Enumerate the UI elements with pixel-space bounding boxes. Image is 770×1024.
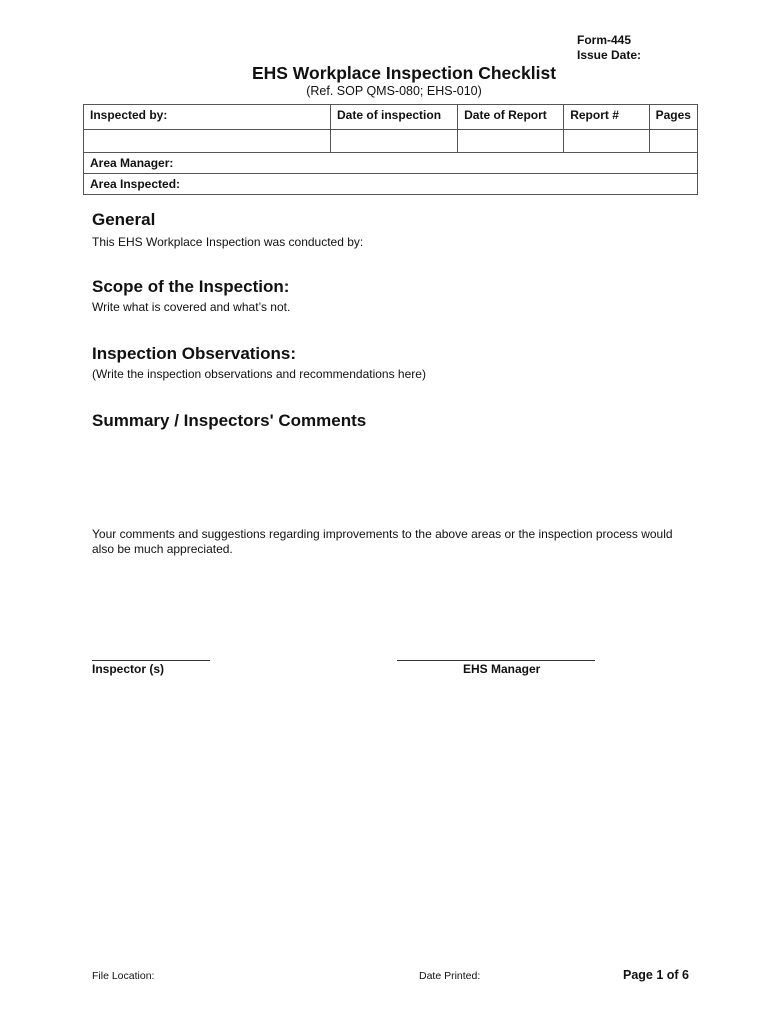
summary-heading: Summary / Inspectors' Comments xyxy=(92,411,367,430)
inspected-by-field[interactable] xyxy=(84,130,331,153)
manager-label: EHS Manager xyxy=(463,662,541,676)
area-manager-label: Area Manager: xyxy=(90,156,174,170)
manager-signature-line[interactable] xyxy=(397,660,595,661)
report-number-field[interactable] xyxy=(564,130,649,153)
date-printed-label: Date Printed: xyxy=(419,970,481,982)
area-inspected-field[interactable] xyxy=(84,174,698,195)
scope-heading: Scope of the Inspection: xyxy=(92,277,290,296)
inspection-header-table xyxy=(83,104,698,195)
file-location-label: File Location: xyxy=(92,970,155,982)
page-number: Page 1 of 6 xyxy=(623,968,689,982)
area-inspected-label: Area Inspected: xyxy=(90,177,181,191)
inspected-by-label: Inspected by: xyxy=(84,105,331,130)
date-of-report-field[interactable] xyxy=(458,130,564,153)
pages-label: Pages xyxy=(649,105,697,130)
inspector-signature-line[interactable] xyxy=(92,660,210,661)
general-heading: General xyxy=(92,210,156,229)
area-manager-field[interactable] xyxy=(84,153,698,174)
observations-heading: Inspection Observations: xyxy=(92,344,297,363)
observations-text: (Write the inspection observations and recommendations here) xyxy=(92,367,426,381)
date-of-inspection-label: Date of inspection xyxy=(331,105,458,130)
form-meta xyxy=(577,33,641,63)
issue-date-label: Issue Date: xyxy=(577,48,642,62)
report-number-label: Report # xyxy=(564,105,649,130)
reference-subtitle: (Ref. SOP QMS-080; EHS-010) xyxy=(306,84,482,98)
scope-text: Write what is covered and what’s not. xyxy=(92,300,291,314)
inspector-label: Inspector (s) xyxy=(92,662,165,676)
date-of-report-label: Date of Report xyxy=(458,105,564,130)
form-number: Form-445 xyxy=(577,33,632,47)
pages-field[interactable] xyxy=(649,130,697,153)
date-of-inspection-field[interactable] xyxy=(331,130,458,153)
comments-text: Your comments and suggestions regarding improvements to the above areas or the inspection process would also be much appreciated. xyxy=(92,527,673,556)
page-title: EHS Workplace Inspection Checklist xyxy=(251,63,557,83)
general-text: This EHS Workplace Inspection was conducted by: xyxy=(92,235,364,249)
